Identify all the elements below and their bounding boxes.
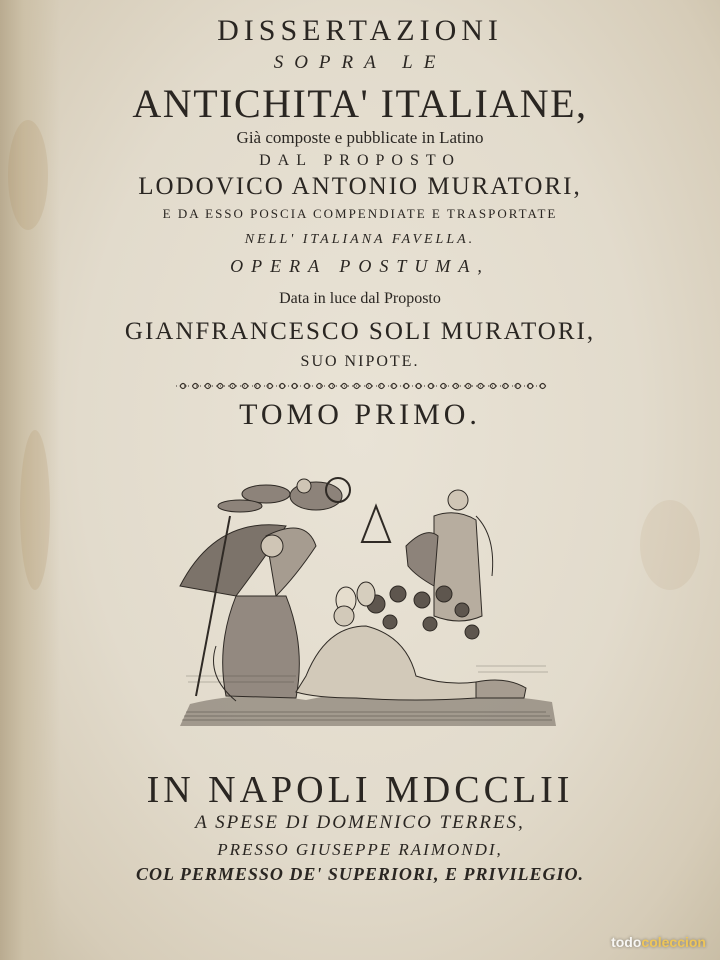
watermark-part-1: todo: [611, 934, 642, 950]
subtitle-italiana-favella: NELL' ITALIANA FAVELLA.: [244, 232, 476, 247]
imprint-printer: PRESSO GIUSEPPE RAIMONDI,: [217, 840, 503, 859]
ornament-motif: [254, 384, 260, 389]
volume-label: TOMO PRIMO.: [239, 398, 481, 431]
watermark-part-2: coleccion: [641, 934, 706, 950]
ornament-motif: [205, 384, 211, 389]
subtitle-data-in-luce: Data in luce dal Proposto: [279, 290, 441, 307]
title-sopra-le: SOPRA LE: [273, 52, 447, 73]
imprint-place-date: IN NAPOLI MDCCLII: [146, 769, 574, 811]
subtitle-composte: Già composte e pubblicate in Latino: [236, 128, 484, 147]
title-antichita-italiane: ANTICHITA' ITALIANE,: [132, 81, 588, 126]
editor-name: GIANFRANCESCO SOLI MURATORI,: [124, 318, 596, 345]
site-watermark: [611, 934, 706, 950]
subtitle-dal-proposto: DAL PROPOSTO: [259, 152, 461, 169]
imprint-privilege: COL PERMESSO DE' SUPERIORI, E PRIVILEGIO.: [136, 864, 584, 884]
editor-relation: SUO NIPOTE.: [300, 353, 420, 370]
ornament-motif: [502, 384, 508, 389]
ornament-motif: [192, 384, 198, 389]
ornament-motif: [453, 384, 459, 389]
author-name: LODOVICO ANTONIO MURATORI,: [138, 173, 582, 200]
paper-stain: [640, 500, 700, 590]
ornament-motif: [391, 384, 397, 389]
ornament-motif: [267, 384, 273, 389]
allegorical-engraving-vignette: [176, 476, 560, 732]
ornament-motif: [329, 384, 335, 389]
ornament-motif: [378, 384, 384, 389]
imprint-publisher: A SPESE DI DOMENICO TERRES,: [195, 812, 525, 833]
typographic-ornament-rule: [172, 380, 548, 392]
subtitle-compendiate: E DA ESSO POSCIA COMPENDIATE E TRASPORTATE: [162, 206, 558, 221]
ornament-motif: [440, 384, 446, 389]
ornament-motif: [515, 384, 521, 389]
subtitle-opera-postuma: OPERA POSTUMA,: [230, 256, 490, 276]
ornament-motif: [316, 384, 322, 389]
title-dissertazioni: DISSERTAZIONI: [217, 14, 503, 47]
paper-stain: [20, 430, 50, 590]
